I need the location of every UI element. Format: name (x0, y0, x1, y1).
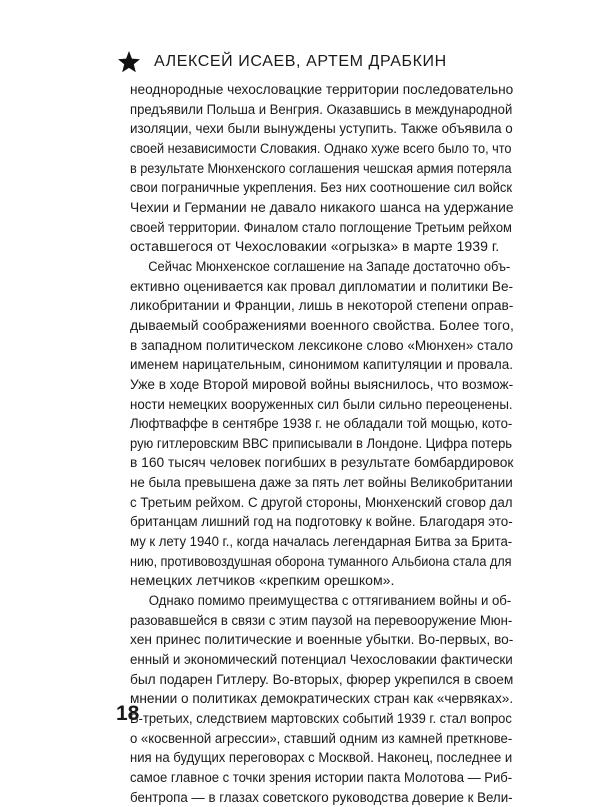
paragraph-1 (130, 80, 514, 257)
text-line: в западном политическом лексиконе слово «Мюнхен» стало (130, 336, 514, 353)
text-line: британцам лишний год на подготовку к войне. Благодаря это- (130, 513, 513, 530)
text-line: ективно оценивается как провал дипломатии и политики Ве- (130, 277, 514, 294)
text-line: бентропа — в глазах советского руководства доверие к Вели- (130, 788, 513, 805)
text-line: о «косвенной агрессии», ставший одним из камней преткнове- (130, 729, 513, 746)
text-line: предъявили Польша и Венгрия. Оказавшись в международной (130, 100, 513, 117)
text-line: в результате Мюнхенского соглашения чешская армия потеряла (130, 159, 512, 176)
text-line: немецких летчиков «крепким орешком». (130, 572, 395, 589)
text-line: неоднородные чехословацкие территории последовательно (130, 81, 514, 97)
star-icon (117, 50, 141, 74)
paragraph-3 (130, 591, 514, 807)
body-text (130, 80, 514, 807)
text-line: В-третьих, следствием мартовских событий 1939 г. стал вопрос (130, 710, 512, 726)
text-line: был подарен Гитлеру. Во-вторых, фюрер укрепился в своем (130, 670, 514, 687)
paragraph-2 (130, 257, 514, 591)
text-line: Уже в ходе Второй мировой войны выяснилось, что возмож- (130, 375, 514, 392)
text-line: енный и экономический потенциал Чехословакии фактически (130, 651, 513, 668)
text-line: ности немецких вооруженных сил были сильно переоценены. (130, 395, 513, 412)
text-line: Сейчас Мюнхенское соглашение на Западе достаточно объ- (148, 257, 511, 274)
text-line: нию, противовоздушная оборона туманного Альбиона стала для (130, 552, 512, 569)
text-line: Однако помимо преимущества с оттягиванием войны и об- (148, 592, 512, 609)
text-line: в 160 тысяч человек погибших в результате бомбардировок (130, 454, 514, 471)
text-line: с Третьим рейхом. С другой стороны, Мюнхенский сговор дал (130, 493, 513, 510)
text-line: рую гитлеровским ВВС приписывали в Лондоне. Цифра потерь (130, 434, 513, 451)
text-line: ния на будущих переговорах с Москвой. Наконец, последнее и (130, 749, 513, 766)
text-line: не была превышена даже за пять лет войны Великобритании (130, 474, 513, 491)
text-line: свои пограничные укрепления. Без них соотношение сил войск (130, 179, 513, 196)
page-number: 18 (116, 702, 140, 725)
text-line: Чехии и Германии не давало никакого шанса на удержание (130, 198, 514, 215)
text-line: му к лету 1940 г., когда началась легендарная Битва за Брита- (130, 533, 513, 550)
text-line: именем нарицательным, синонимом капитуляции и провала. (130, 356, 513, 373)
text-line: своей независимости Словакия. Однако хуже всего было то, что (130, 139, 512, 156)
text-line: мнении о политиках демократических стран как «червяках». (130, 690, 514, 707)
text-line: дываемый соображениями военного свойства. Более того, (130, 316, 514, 333)
text-line: разовавшейся в связи с этим паузой на перевооружение Мюн- (130, 611, 513, 628)
text-line: оставшегося от Чехословакии «огрызка» в марте 1939 г. (130, 238, 500, 255)
running-header-text: АЛЕКСЕЙ ИСАЕВ, АРТЕМ ДРАБКИН (154, 53, 447, 70)
text-line: самое главное с точки зрения истории пакта Молотова — Риб- (130, 768, 513, 785)
text-line: хен принес политические и военные убытки. Во-первых, во- (130, 631, 514, 648)
text-line: изоляции, чехи были вынуждены уступить. Также объявила о (130, 120, 513, 137)
text-line: ликобритании и Франции, лишь в некоторой степени оправ- (130, 297, 514, 314)
running-header (117, 50, 447, 74)
text-line: Люфтваффе в сентябре 1938 г. не обладали той мощью, кото- (130, 415, 513, 432)
text-line: своей территории. Финалом стало поглощение Третьим рейхом (130, 218, 512, 235)
